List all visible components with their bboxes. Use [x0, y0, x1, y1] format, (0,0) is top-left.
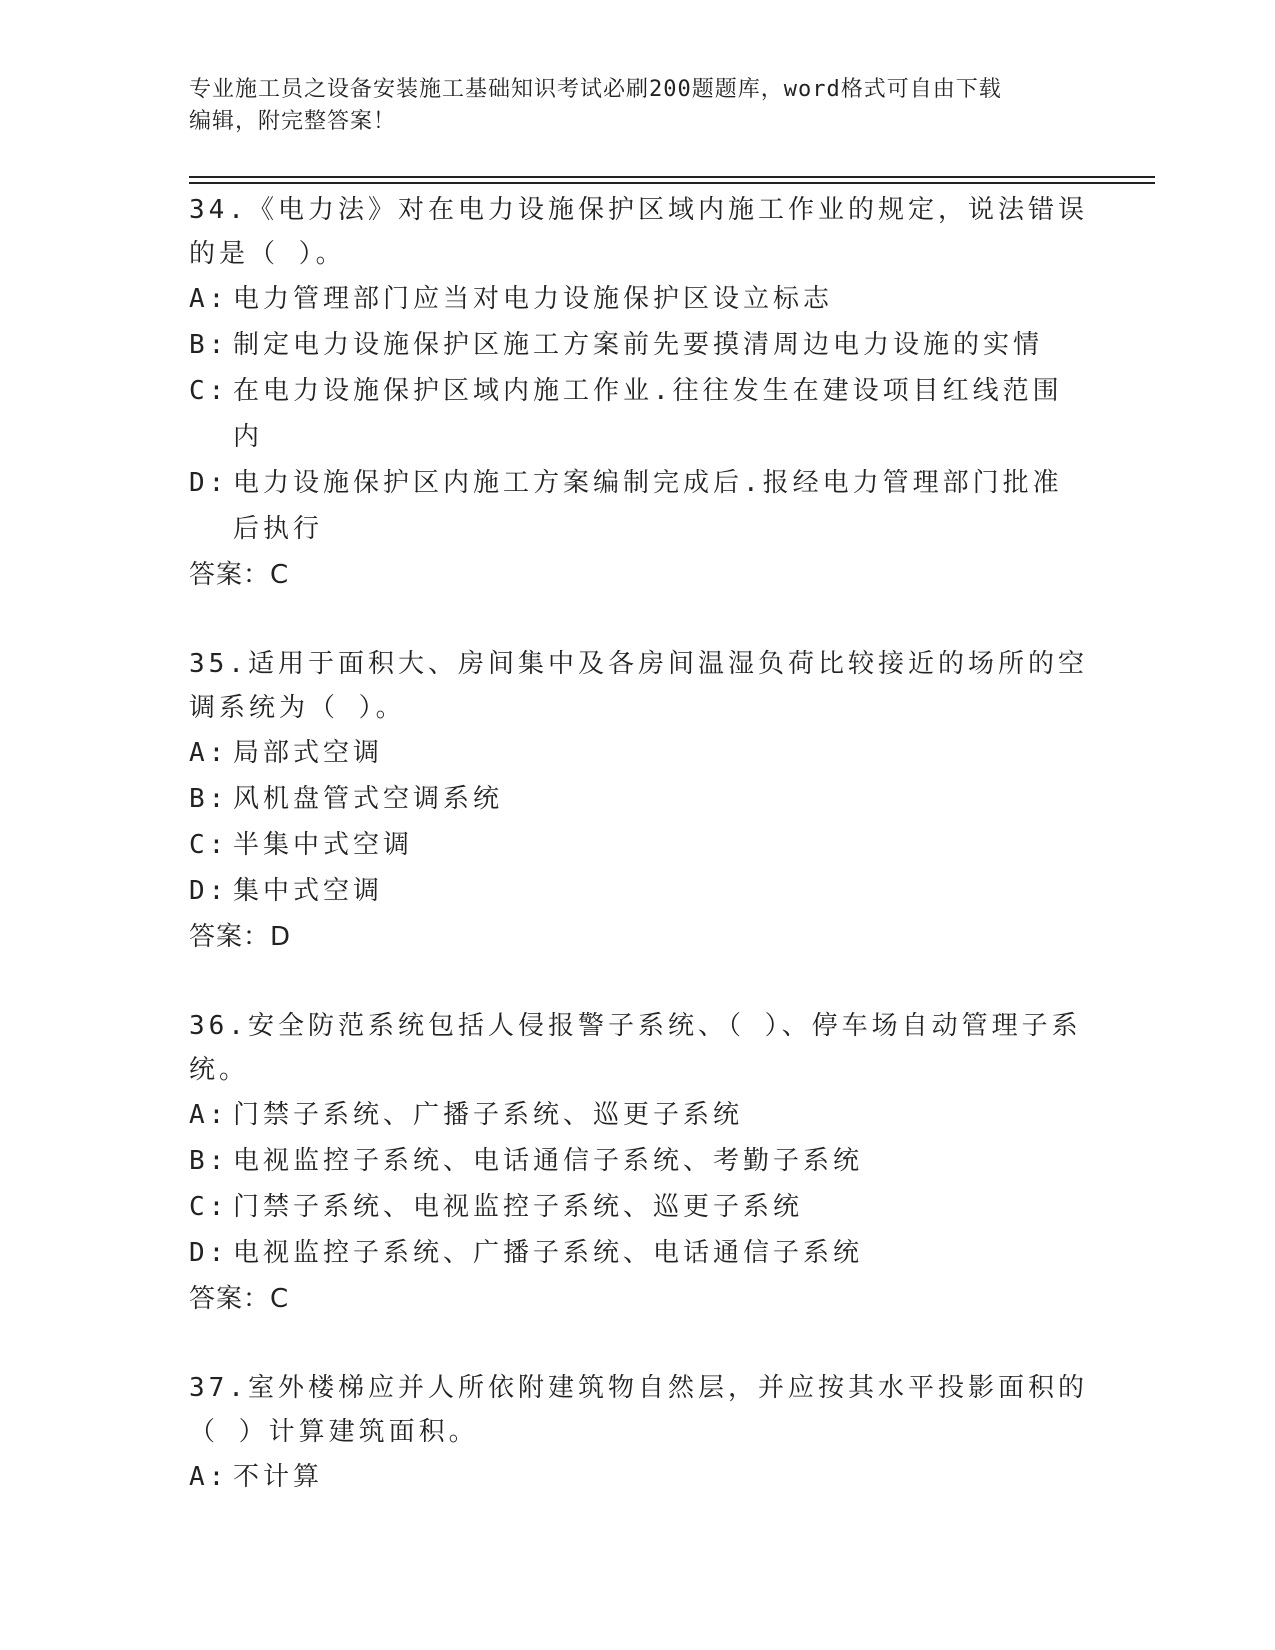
option-letter: B: — [189, 784, 229, 814]
option-letter: D: — [189, 468, 229, 498]
option-a — [189, 1454, 1089, 1500]
option-letter: B: — [189, 1146, 229, 1176]
option-letter: C: — [189, 1192, 229, 1222]
question-35 — [189, 642, 1089, 960]
question-stem: 36.安全防范系统包括人侵报警子系统、（ ）、停车场自动管理子系统。 — [189, 1011, 1082, 1085]
option-text: 门禁子系统、电视监控子系统、巡更子系统 — [233, 1192, 804, 1222]
option-text: 局部式空调 — [233, 738, 384, 768]
header-line-1: 专业施工员之设备安装施工基础知识考试必刷200题题库，word格式可自由下载 — [189, 77, 1002, 102]
option-d — [189, 460, 1089, 552]
option-letter: D: — [189, 876, 229, 906]
option-text: 风机盘管式空调系统 — [233, 784, 504, 814]
option-text: 不计算 — [233, 1462, 324, 1492]
option-text: 电视监控子系统、电话通信子系统、考勤子系统 — [233, 1146, 864, 1176]
option-b — [189, 1138, 1089, 1184]
option-d — [189, 1230, 1089, 1276]
option-letter: A: — [189, 738, 229, 768]
option-b — [189, 776, 1089, 822]
option-text: 电力管理部门应当对电力设施保护区设立标志 — [233, 284, 834, 314]
question-stem: 37.室外楼梯应并人所依附建筑物自然层，并应按其水平投影面积的（ ）计算建筑面积。 — [189, 1373, 1088, 1447]
option-text: 电视监控子系统、广播子系统、电话通信子系统 — [233, 1238, 864, 1268]
option-letter: D: — [189, 1238, 229, 1268]
question-stem: 35.适用于面积大、房间集中及各房间温湿负荷比较接近的场所的空调系统为（ ）。 — [189, 649, 1088, 723]
option-a — [189, 1092, 1089, 1138]
option-letter: A: — [189, 1100, 229, 1130]
option-text: 电力设施保护区内施工方案编制完成后.报经电力管理部门批准后执行 — [233, 468, 1063, 544]
question-37 — [189, 1366, 1089, 1500]
option-b — [189, 322, 1089, 368]
answer-label: 答案：C — [189, 560, 290, 590]
question-list — [189, 188, 1089, 1544]
question-34 — [189, 188, 1089, 598]
question-36 — [189, 1004, 1089, 1322]
option-c — [189, 368, 1089, 460]
option-text: 半集中式空调 — [233, 830, 414, 860]
option-letter: A: — [189, 1462, 229, 1492]
option-letter: A: — [189, 284, 229, 314]
document-header — [189, 74, 1089, 138]
option-c — [189, 822, 1089, 868]
answer-label: 答案：D — [189, 922, 292, 952]
option-letter: C: — [189, 830, 229, 860]
option-a — [189, 730, 1089, 776]
question-stem: 34.《电力法》对在电力设施保护区域内施工作业的规定，说法错误的是（ ）。 — [189, 195, 1088, 269]
option-c — [189, 1184, 1089, 1230]
header-line-2: 编辑，附完整答案！ — [189, 109, 397, 134]
option-text: 门禁子系统、广播子系统、巡更子系统 — [233, 1100, 744, 1130]
option-a — [189, 276, 1089, 322]
option-text: 在电力设施保护区域内施工作业.往往发生在建设项目红线范围内 — [233, 376, 1063, 452]
option-text: 集中式空调 — [233, 876, 384, 906]
option-text: 制定电力设施保护区施工方案前先要摸清周边电力设施的实情 — [233, 330, 1044, 360]
option-d — [189, 868, 1089, 914]
header-divider-top — [189, 176, 1155, 178]
option-letter: B: — [189, 330, 229, 360]
option-letter: C: — [189, 376, 229, 406]
header-divider-bottom — [189, 182, 1155, 184]
answer-label: 答案：C — [189, 1284, 290, 1314]
